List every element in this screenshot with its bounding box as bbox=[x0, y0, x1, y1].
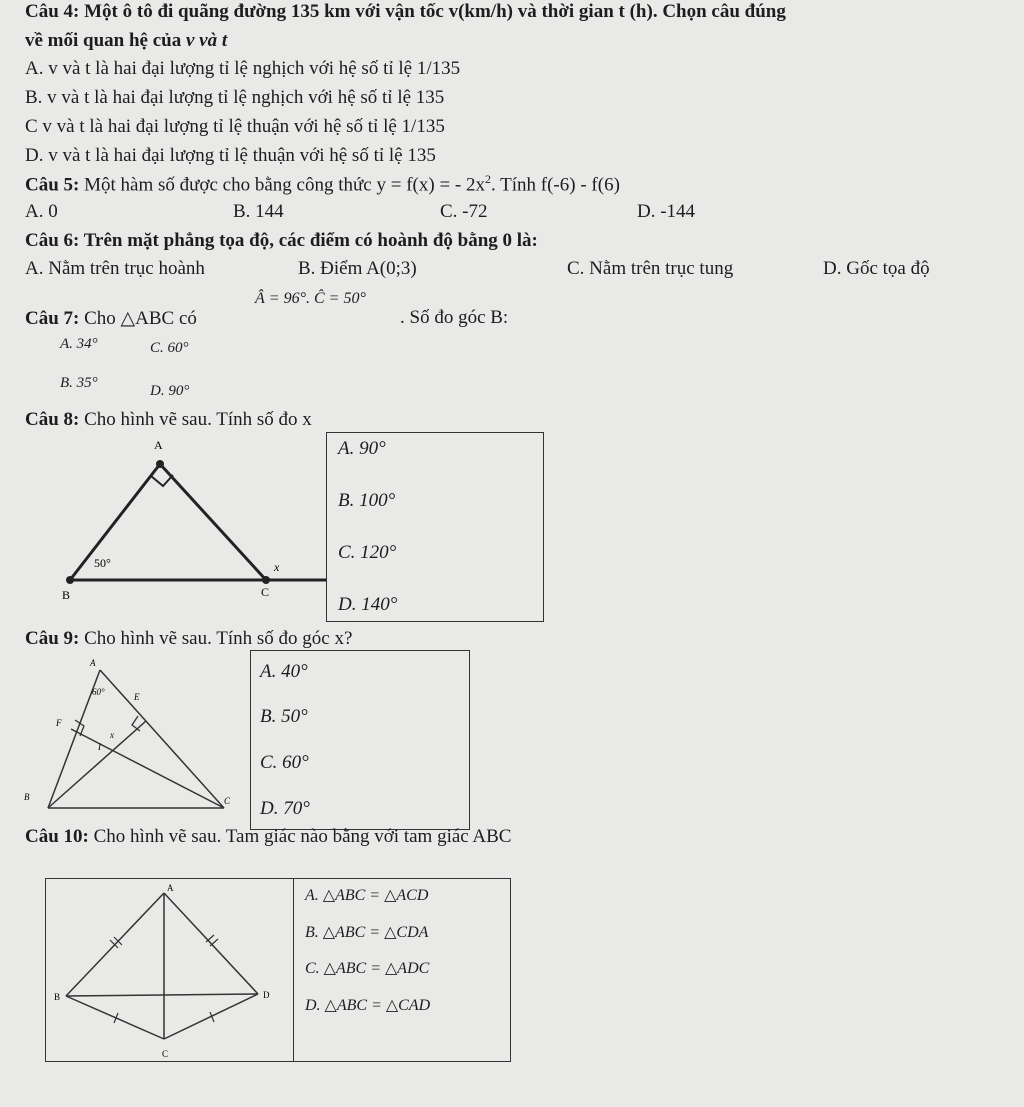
q10-label: Câu 10: bbox=[25, 826, 89, 847]
q6-option-c: C. Nằm trên trục tung bbox=[567, 258, 734, 279]
q9-divider bbox=[250, 650, 251, 830]
q9-x-label: x bbox=[110, 730, 114, 740]
q4-option-b: B. v và t là hai đại lượng tỉ lệ nghịch với hệ số tỉ lệ 135 bbox=[25, 87, 445, 108]
q4-title bbox=[25, 1, 786, 23]
q8-text: Cho hình vẽ sau. Tính số đo x bbox=[79, 409, 312, 430]
q10-label-d: D bbox=[263, 990, 270, 1000]
q10-side-dc bbox=[164, 994, 258, 1039]
q9-title bbox=[25, 628, 352, 650]
q9-label-e: E bbox=[134, 692, 140, 702]
q9-text: Cho hình vẽ sau. Tính số đo góc x? bbox=[79, 628, 353, 649]
q4-title-line2 bbox=[25, 30, 227, 52]
q7-text: Cho △ABC có bbox=[79, 308, 197, 329]
q10-divider bbox=[293, 878, 294, 1062]
q8-divider bbox=[326, 432, 327, 622]
q8-option-a: A. 90° bbox=[338, 438, 386, 459]
q8-title bbox=[25, 409, 312, 431]
q9-right-angle-e bbox=[132, 716, 140, 731]
q7-formula: Â = 96°. Ĉ = 50° bbox=[255, 290, 366, 307]
q10-figure bbox=[46, 879, 292, 1061]
q10-option-a: A. △ABC = △ACD bbox=[305, 887, 429, 904]
q10-option-b: B. △ABC = △CDA bbox=[305, 924, 429, 941]
q10-option-c: C. △ABC = △ADC bbox=[305, 960, 430, 977]
q5-option-b: B. 144 bbox=[233, 201, 284, 222]
q10-side-ad bbox=[164, 893, 258, 994]
q8-label: Câu 8: bbox=[25, 409, 80, 430]
q5-option-c: C. -72 bbox=[440, 201, 488, 222]
q8-x-label: x bbox=[274, 560, 280, 574]
q9-altitude-cf bbox=[71, 729, 224, 808]
q6-option-a: A. Nằm trên trục hoành bbox=[25, 258, 205, 279]
q6-title: Câu 6: Trên mặt phẳng tọa độ, các điểm có hoành độ bằng 0 là: bbox=[25, 230, 538, 251]
q8-label-a: A bbox=[154, 438, 163, 452]
q4-text-line2: về mối quan hệ của bbox=[25, 30, 186, 51]
q7-text-after: . Số đo góc B: bbox=[400, 307, 509, 328]
q10-diagonal-bd bbox=[66, 994, 258, 996]
q7-option-a: A. 34° bbox=[60, 336, 98, 352]
q9-option-b: B. 50° bbox=[260, 706, 308, 727]
q8-point-b bbox=[66, 576, 74, 584]
q10-label-a: A bbox=[167, 883, 174, 893]
q9-label-b: B bbox=[24, 792, 30, 802]
q8-side-ab bbox=[70, 464, 160, 580]
q5-title bbox=[25, 172, 620, 196]
q4-option-d: D. v và t là hai đại lượng tỉ lệ thuận với hệ số tỉ lệ 135 bbox=[25, 145, 436, 166]
q5-exponent: 2 bbox=[484, 172, 491, 186]
q7-option-c: C. 60° bbox=[150, 340, 189, 356]
q9-figure bbox=[18, 650, 250, 830]
q4-option-c: C v và t là hai đại lượng tỉ lệ thuận với hệ số tỉ lệ 1/135 bbox=[25, 116, 445, 137]
q9-label-f: F bbox=[56, 718, 62, 728]
q7-option-b: B. 35° bbox=[60, 375, 98, 391]
q4-text-line1: Một ô tô đi quãng đường 135 km với vận tốc v(km/h) và thời gian t (h). Chọn câu đúng bbox=[79, 1, 786, 22]
q8-point-c bbox=[262, 576, 270, 584]
q5-text: Một hàm số được cho bằng công thức y = f(x) = - 2x bbox=[79, 174, 485, 196]
q9-label-i: I bbox=[98, 742, 101, 752]
q10-label-c: C bbox=[162, 1049, 169, 1059]
q6-option-d: D. Gốc tọa độ bbox=[823, 258, 930, 279]
q9-side-ac bbox=[100, 670, 224, 808]
q8-side-ac bbox=[160, 464, 266, 580]
q10-title bbox=[25, 826, 511, 848]
q9-option-c: C. 60° bbox=[260, 752, 309, 773]
q10-option-d: D. △ABC = △CAD bbox=[305, 997, 431, 1014]
q5-option-d: D. -144 bbox=[637, 201, 696, 222]
q4-text-line2-italic: v và t bbox=[186, 30, 228, 51]
q9-label-c: C bbox=[224, 796, 231, 806]
q9-altitude-be bbox=[48, 721, 146, 808]
q9-label: Câu 9: bbox=[25, 628, 80, 649]
q5-text-after: . Tính f(-6) - f(6) bbox=[490, 174, 620, 196]
q9-option-a: A. 40° bbox=[260, 661, 308, 682]
q4-option-a: A. v và t là hai đại lượng tỉ lệ nghịch với hệ số tỉ lệ 1/135 bbox=[25, 58, 461, 79]
q5-label: Câu 5: bbox=[25, 174, 80, 196]
q4-label: Câu 4: bbox=[25, 1, 80, 22]
q9-angle-label: 60° bbox=[92, 687, 105, 697]
q8-label-c: C bbox=[261, 585, 270, 599]
q8-point-a bbox=[156, 460, 164, 468]
q7-title bbox=[25, 307, 197, 330]
q8-angle-label: 50° bbox=[94, 556, 111, 570]
q7-label: Câu 7: bbox=[25, 308, 80, 329]
q6-option-b: B. Điểm A(0;3) bbox=[298, 258, 417, 279]
q10-label-b: B bbox=[54, 992, 61, 1002]
q8-option-b: B. 100° bbox=[338, 490, 396, 511]
q8-option-d: D. 140° bbox=[338, 594, 398, 615]
q7-option-d: D. 90° bbox=[150, 383, 190, 399]
q8-figure bbox=[30, 432, 326, 622]
q8-label-b: B bbox=[62, 588, 71, 602]
q10-tick-ad-2 bbox=[210, 939, 218, 946]
q9-option-d: D. 70° bbox=[260, 798, 310, 819]
q9-label-a: A bbox=[90, 658, 96, 668]
q10-side-bc bbox=[66, 996, 164, 1039]
q10-tick-ab-1 bbox=[110, 940, 118, 948]
q5-option-a: A. 0 bbox=[25, 201, 58, 222]
q8-option-c: C. 120° bbox=[338, 542, 397, 563]
q10-text: Cho hình vẽ sau. Tam giác nào bằng với tam giác ABC bbox=[88, 826, 512, 847]
